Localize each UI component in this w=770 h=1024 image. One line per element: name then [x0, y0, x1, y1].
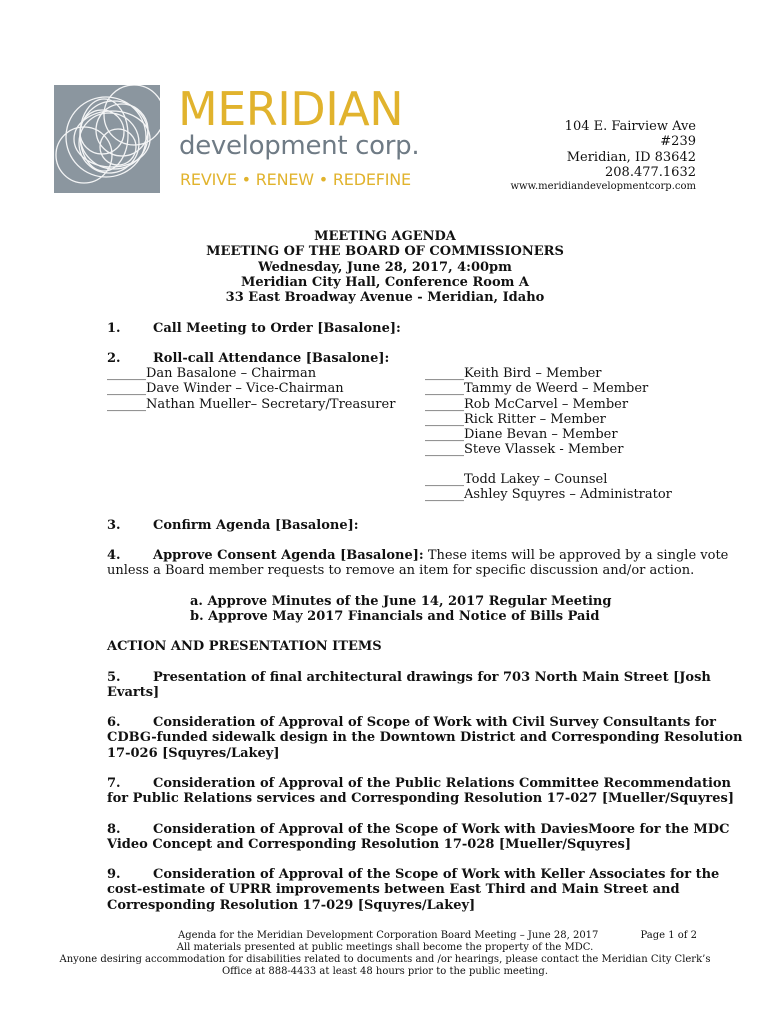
agenda-item-2	[107, 351, 389, 366]
footer-line4: Office at 888-4433 at least 48 hours prior to the public meeting.	[221, 966, 549, 977]
logo-subtitle: development corp.	[179, 131, 420, 161]
item-number: 2.	[107, 351, 121, 366]
attendee-line: ______Todd Lakey – Counsel	[425, 472, 608, 487]
item-text-cont: 17-026 [Squyres/Lakey]	[107, 745, 280, 761]
logo-circles-icon	[54, 85, 160, 193]
footer-line3: Anyone desiring accommodation for disabilities related to documents and /or hearings, please contact the Meridian City Clerk’s	[59, 954, 711, 965]
item-text: Presentation of final architectural drawings for 703 North Main Street [Josh	[153, 670, 711, 685]
address-line2: #239	[660, 134, 696, 150]
attendance-officers	[107, 366, 395, 412]
footer-notice	[0, 942, 770, 978]
attendee-line: ______Steve Vlassek - Member	[425, 442, 624, 458]
agenda-item-7	[107, 776, 734, 807]
heading-line4: Meridian City Hall, Conference Room A	[240, 274, 529, 290]
heading-line5: 33 East Broadway Avenue - Meridian, Idaho	[225, 290, 545, 306]
agenda-item-6	[107, 715, 742, 761]
item-text-cont: for Public Relations services and Corresponding Resolution 17-027 [Mueller/Squyres]	[107, 791, 734, 807]
logo-mark	[54, 85, 160, 193]
agenda-item-8	[107, 822, 729, 853]
attendance-members	[425, 366, 648, 458]
item-text-cont: Video Concept and Corresponding Resolution 17-028 [Mueller/Squyres]	[107, 837, 632, 853]
item-number: 1.	[107, 321, 121, 336]
item-text: Consideration of Approval of the Scope of Work with DaviesMoore for the MDC	[153, 822, 730, 837]
attendee-line: ______Rick Ritter – Member	[425, 411, 606, 427]
item-number: 3.	[107, 518, 121, 533]
heading-line1: MEETING AGENDA	[314, 229, 456, 244]
agenda-heading	[0, 229, 770, 305]
item-number: 4.	[107, 548, 121, 563]
item-text: Confirm Agenda [Basalone]:	[153, 518, 359, 533]
item-text: Roll-call Attendance [Basalone]:	[153, 351, 390, 366]
heading-line2: MEETING OF THE BOARD OF COMMISSIONERS	[206, 244, 564, 260]
item-desc-cont: unless a Board member requests to remove an item for specific discussion and/or action.	[107, 563, 695, 579]
address-phone: 208.477.1632	[605, 164, 696, 180]
agenda-item-9	[107, 867, 719, 913]
address-block	[510, 119, 696, 194]
consent-subitems	[190, 594, 611, 625]
attendee-line: ______Diane Bevan – Member	[425, 427, 618, 443]
item-text: Consideration of Approval of the Public Relations Committee Recommendation	[153, 776, 732, 791]
attendee-line: ______Tammy de Weerd – Member	[425, 381, 649, 397]
item-number: 6.	[107, 715, 121, 730]
item-text: Consideration of Approval of the Scope of Work with Keller Associates for the	[153, 867, 720, 882]
heading-line3: Wednesday, June 28, 2017, 4:00pm	[258, 259, 512, 275]
item-title: Approve Consent Agenda [Basalone]:	[153, 548, 424, 563]
subitem-a: a. Approve Minutes of the June 14, 2017 Regular Meeting	[190, 594, 612, 609]
attendee-line: ______Rob McCarvel – Member	[425, 396, 629, 412]
attendee-line: ______Ashley Squyres – Administrator	[425, 487, 672, 503]
item-number: 8.	[107, 822, 121, 837]
item-number: 5.	[107, 670, 121, 685]
logo-title: MERIDIAN	[178, 82, 404, 136]
attendee-line: ______Dave Winder – Vice-Chairman	[107, 381, 344, 397]
attendee-line: ______Keith Bird – Member	[425, 366, 602, 381]
item-number: 9.	[107, 867, 121, 882]
item-text: Consideration of Approval of Scope of Work with Civil Survey Consultants for	[153, 715, 716, 730]
footer-page-number: Page 1 of 2	[640, 930, 697, 941]
agenda-item-5	[107, 670, 711, 701]
attendee-line: ______Dan Basalone – Chairman	[107, 366, 317, 381]
subitem-b: b. Approve May 2017 Financials and Notice of Bills Paid	[190, 609, 600, 625]
footer-line2: All materials presented at public meetings shall become the property of the MDC.	[176, 942, 594, 953]
attendance-staff	[425, 472, 672, 503]
item-text: Call Meeting to Order [Basalone]:	[153, 321, 401, 336]
address-line3: Meridian, ID 83642	[566, 149, 696, 165]
attendee-line: ______Nathan Mueller– Secretary/Treasurer	[107, 396, 396, 412]
address-line1: 104 E. Fairview Ave	[564, 119, 696, 134]
footer-title: Agenda for the Meridian Development Corporation Board Meeting – June 28, 2017	[178, 930, 599, 941]
item-text-cont: CDBG-funded sidewalk design in the Downtown District and Corresponding Resolution	[107, 730, 743, 746]
section-heading: ACTION AND PRESENTATION ITEMS	[107, 639, 382, 654]
item-text-cont: Corresponding Resolution 17-029 [Squyres/Lakey]	[107, 897, 476, 913]
item-number: 7.	[107, 776, 121, 791]
agenda-item-1	[107, 321, 401, 336]
agenda-item-3	[107, 518, 359, 533]
agenda-item-4	[107, 548, 728, 579]
item-text-cont: Evarts]	[107, 685, 160, 701]
address-website[interactable]: www.meridiandevelopmentcorp.com	[510, 181, 696, 193]
logo-tagline: REVIVE • RENEW • REDEFINE	[180, 170, 411, 189]
item-desc: These items will be approved by a single vote	[423, 548, 729, 563]
item-text-cont: cost-estimate of UPRR improvements between East Third and Main Street and	[107, 882, 680, 898]
